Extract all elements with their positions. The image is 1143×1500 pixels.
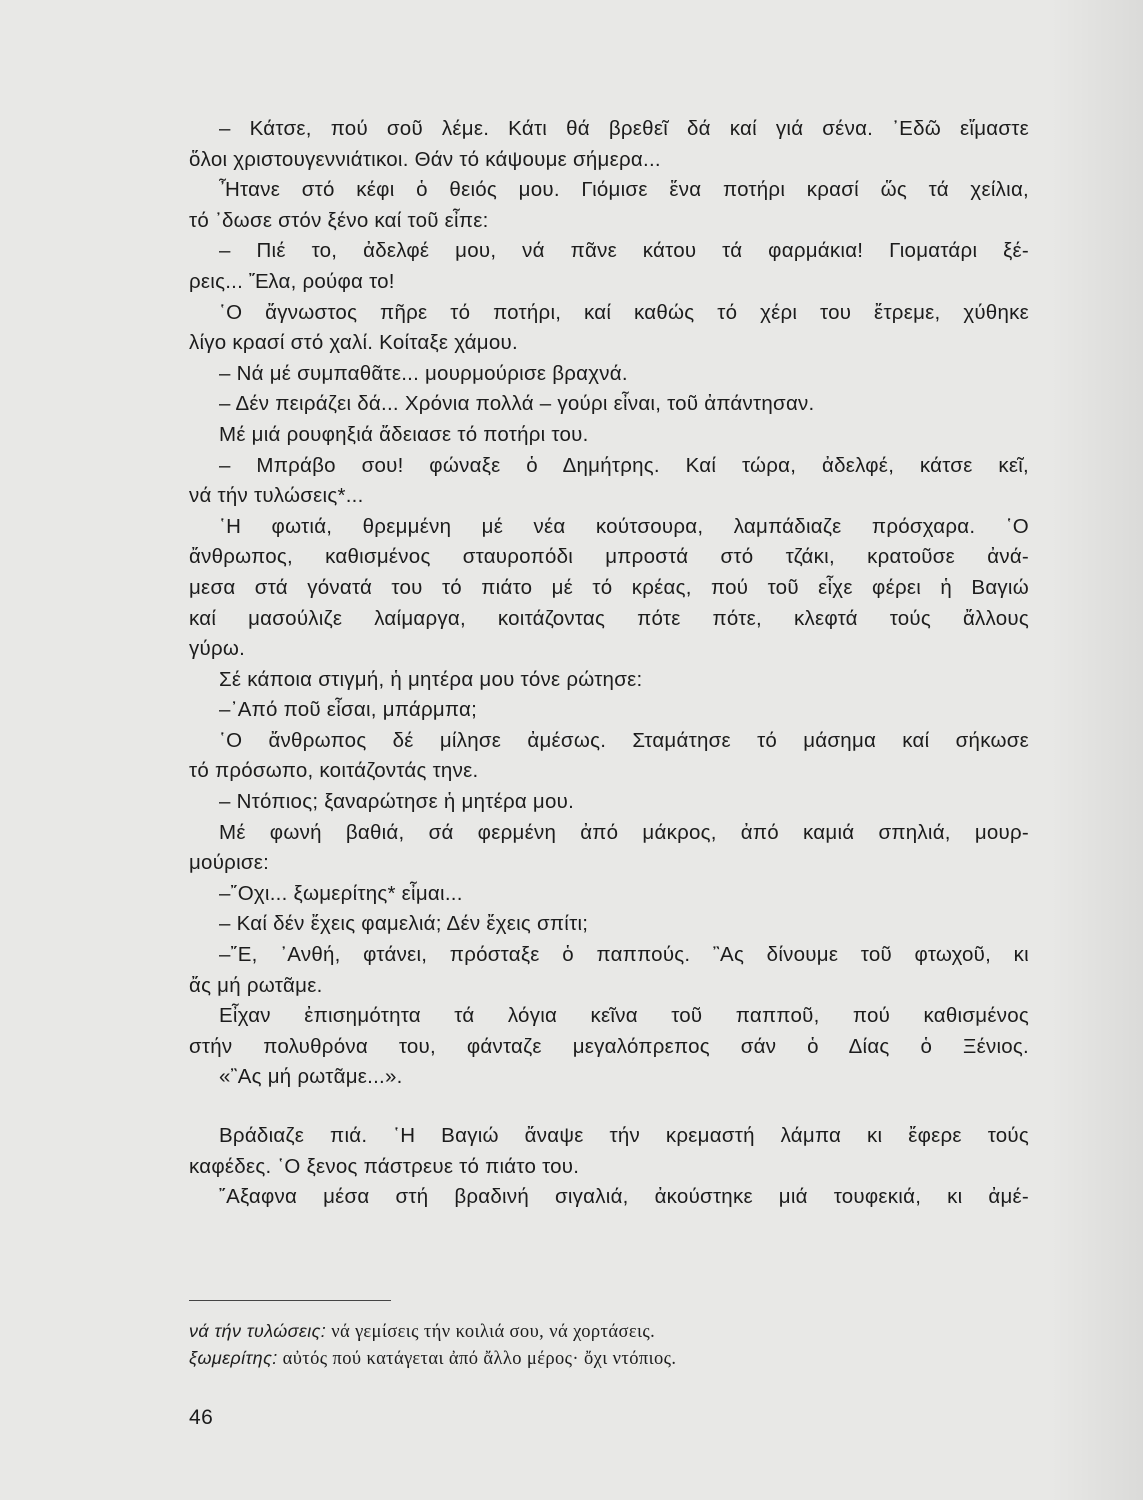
body-text: [189, 114, 1029, 1213]
text-line: ὅλοι χριστουγεννιάτικοι. Θάν τό κάψουμε σήμερα...: [189, 147, 661, 171]
footnote-definition: νά γεμίσεις τήν κοιλιά σου, νά χορτάσεις.: [331, 1322, 656, 1342]
text-line: μεσα στά γόνατά του τό πιάτο μέ τό κρέας, πού τοῦ εἶχε φέρει ἡ Βαγιώ: [189, 575, 1029, 599]
text-line: –᾿Από ποῦ εἶσαι, μπάρμπα;: [219, 698, 478, 722]
text-line: ρεις... Ἔλα, ρούφα το!: [189, 269, 395, 293]
text-line: – Νά μέ συμπαθᾶτε... μουρμούρισε βραχνά.: [219, 361, 628, 385]
text-line: – Καί δέν ἔχεις φαμελιά; Δέν ἔχεις σπίτι;: [219, 912, 589, 936]
text-line: ῾Η φωτιά, θρεμμένη μέ νέα κούτσουρα, λαμπάδιαζε πρόσχαρα. ῾Ο: [219, 514, 1029, 538]
text-line: – Πιέ το, ἀδελφέ μου, νά πᾶνε κάτου τά φαρμάκια! Γιοματάρι ξέ-: [219, 239, 1029, 263]
footnotes: [189, 1318, 1029, 1372]
footnote: [189, 1318, 1029, 1345]
footnote-term: νά τήν τυλώσεις:: [189, 1321, 327, 1341]
text-line: – Δέν πειράζει δά... Χρόνια πολλά – γούρι εἶναι, τοῦ ἀπάντησαν.: [219, 392, 815, 416]
text-line: – Κάτσε, πού σοῦ λέμε. Κάτι θά βρεθεῖ δά καί γιά σένα. ᾿Εδῶ εἴμαστε: [219, 117, 1029, 140]
text-line: στήν πολυθρόνα του, φάνταζε μεγαλόπρεπος σάν ὁ Δίας ὁ Ξένιος.: [189, 1034, 1029, 1058]
text-line: γύρω.: [189, 637, 246, 661]
text-line: –῎Οχι... ξωμερίτης* εἶμαι...: [219, 881, 463, 905]
text-line: – Μπράβο σου! φώναξε ὁ Δημήτρης. Καί τώρα, ἀδελφέ, κάτσε κεῖ,: [219, 453, 1029, 477]
text-line: – Ντόπιος; ξαναρώτησε ἡ μητέρα μου.: [219, 790, 575, 814]
section-break: [189, 1093, 1029, 1121]
footnote-term: ξωμερίτης:: [189, 1348, 278, 1368]
footnote-definition: αὐτός πού κατάγεται ἀπό ἄλλο μέρος· ὄχι ντόπιος.: [282, 1349, 677, 1369]
text-line: καί μασούλιζε λαίμαργα, κοιτάζοντας πότε πότε, κλεφτά τούς ἄλλους: [189, 606, 1029, 630]
text-line: Βράδιαζε πιά. ῾Η Βαγιώ ἄναψε τήν κρεμαστή λάμπα κι ἔφερε τούς: [219, 1124, 1029, 1147]
text-line: Μέ μιά ρουφηξιά ἄδειασε τό ποτήρι του.: [219, 422, 589, 446]
text-line: Εἶχαν ἐπισημότητα τά λόγια κεῖνα τοῦ παπποῦ, πού καθισμένος: [219, 1004, 1029, 1028]
text-line: νά τήν τυλώσεις*...: [189, 484, 364, 508]
page-edge-shadow: [1050, 0, 1143, 1500]
text-line: ἄς μή ρωτᾶμε.: [189, 973, 323, 997]
text-line: τό πρόσωπο, κοιτάζοντάς τηνε.: [189, 759, 479, 783]
text-line: Σέ κάποια στιγμή, ἡ μητέρα μου τόνε ρώτησε:: [219, 667, 643, 691]
text-line: ῎Αξαφνα μέσα στή βραδινή σιγαλιά, ἀκούστηκε μιά τουφεκιά, κι ἀμέ-: [219, 1185, 1029, 1209]
text-line: τό ᾿δωσε στόν ξένο καί τοῦ εἶπε:: [189, 208, 489, 232]
footnote-separator: [189, 1300, 391, 1301]
text-line: ῾Ο ἄγνωστος πῆρε τό ποτήρι, καί καθώς τό χέρι του ἔτρεμε, χύθηκε: [219, 300, 1029, 324]
text-line: –῎Ε, ᾿Ανθή, φτάνει, πρόσταξε ὁ παππούς. ῍Ας δίνουμε τοῦ φτωχοῦ, κι: [219, 943, 1029, 967]
footnote: [189, 1345, 1029, 1372]
text-line: Μέ φωνή βαθιά, σά φερμένη ἀπό μάκρος, ἀπό καμιά σπηλιά, μουρ-: [219, 820, 1029, 844]
text-line: ἄνθρωπος, καθισμένος σταυροπόδι μπροστά στό τζάκι, κρατοῦσε ἀνά-: [189, 545, 1029, 569]
page-number: 46: [189, 1406, 214, 1429]
text-line: Ἦτανε στό κέφι ὁ θειός μου. Γιόμισε ἕνα ποτήρι κρασί ὥς τά χείλια,: [219, 178, 1029, 202]
text-line: λίγο κρασί στό χαλί. Κοίταξε χάμου.: [189, 331, 518, 355]
text-line: καφέδες. ῾Ο ξενος πάστρευε τό πιάτο του.: [189, 1154, 580, 1178]
text-line: μούρισε:: [189, 851, 270, 875]
text-line: ῾Ο ἄνθρωπος δέ μίλησε ἀμέσως. Σταμάτησε τό μάσημα καί σήκωσε: [219, 728, 1029, 752]
text-line: «῍Ας μή ρωτᾶμε...».: [219, 1065, 403, 1089]
